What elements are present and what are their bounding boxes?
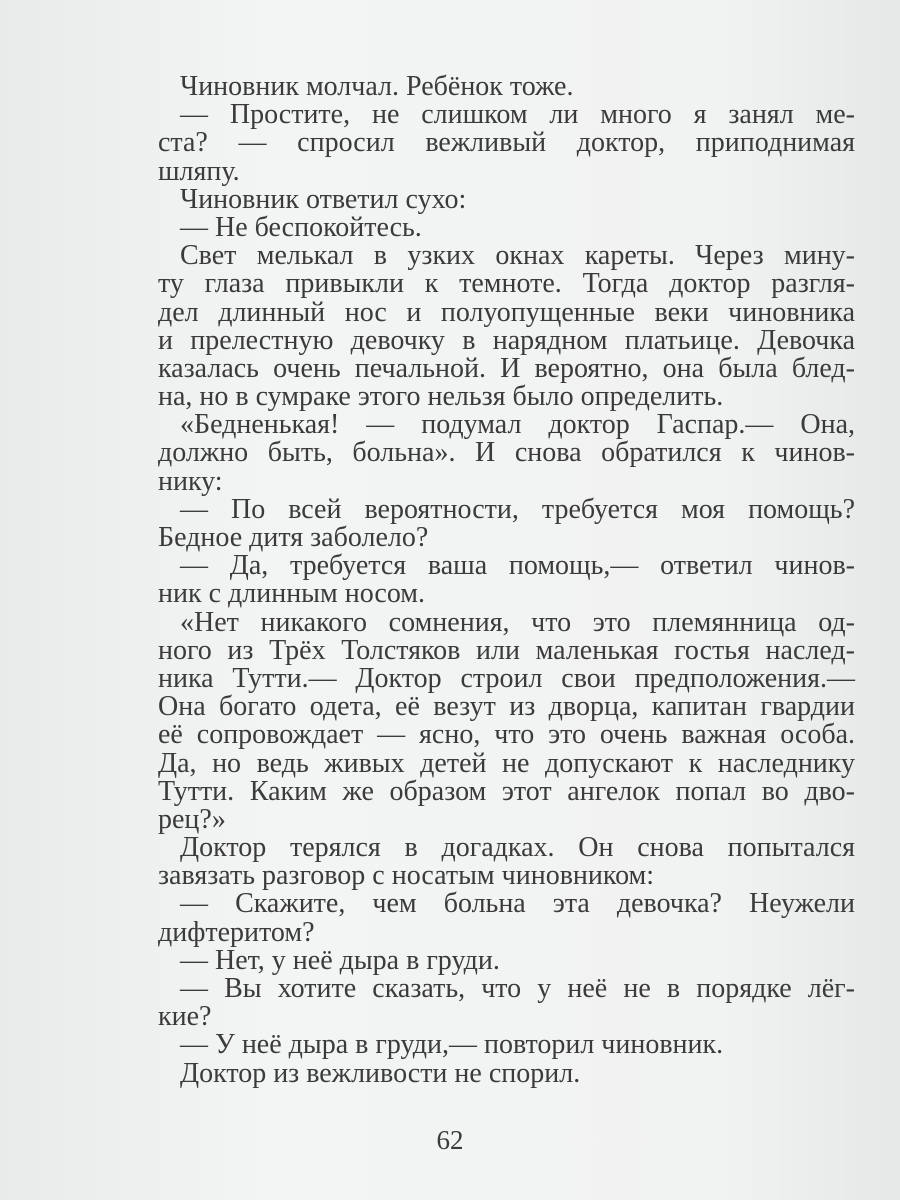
text-line: — Вы хотите сказать, что у неё не в порядке лёг- <box>180 973 855 1004</box>
text-line: Доктор из вежливости не спорил. <box>180 1057 581 1089</box>
text-line: Да, но ведь живых детей не допускают к наследнику <box>158 747 855 779</box>
text-line: кие? <box>158 1001 212 1033</box>
text-line: — Нет, у неё дыра в груди. <box>180 944 500 976</box>
text-line: Чиновник ответил сухо: <box>180 183 467 215</box>
text-line: Свет мелькал в узких окнах кареты. Через мину- <box>180 240 855 272</box>
page-number: 62 <box>436 1125 464 1155</box>
text-line: Она богато одета, её везут из дворца, капитан гвардии <box>158 691 855 723</box>
text-line: должно быть, больна». И снова обратился к чинов- <box>158 437 855 469</box>
text-line: — У неё дыра в груди,— повторил чиновник. <box>180 1029 724 1061</box>
text-line: Бедное дитя заболело? <box>158 522 429 553</box>
text-line: «Нет никакого сомнения, что это племянница од- <box>180 606 855 638</box>
text-line: — Простите, не слишком ли много я занял ме- <box>180 99 855 131</box>
text-line: и прелестную девочку в нарядном платьице. Девочка <box>158 324 855 356</box>
text-line: «Бедненькая! — подумал доктор Гаспар.— Она, <box>180 409 855 441</box>
text-line: ник с длинным носом. <box>158 578 425 610</box>
text-line: шляпу. <box>158 155 240 187</box>
text-line: ста? — спросил вежливый доктор, приподнимая <box>158 127 855 159</box>
text-line: её сопровождает — ясно, что это очень важная особа. <box>158 719 855 751</box>
text-line: ного из Трёх Толстяков или маленькая гостья наслед- <box>158 634 855 666</box>
text-line: — Скажите, чем больна эта девочка? Неужели <box>180 888 855 920</box>
text-line: — Да, требуется ваша помощь,— ответил чинов- <box>180 550 855 582</box>
body-text <box>158 73 855 1088</box>
text-line: дифтеритом? <box>158 916 315 948</box>
text-line: завязать разговор с носатым чиновником: <box>158 860 655 892</box>
text-line: нику: <box>158 465 223 497</box>
text-line: ту глаза привыкли к темноте. Тогда доктор разгля- <box>158 268 855 300</box>
text-line: дел длинный нос и полуопущенные веки чиновника <box>158 296 855 328</box>
text-line: на, но в сумраке этого нельзя было определить. <box>158 381 724 413</box>
text-line: Тутти. Каким же образом этот ангелок попал во дво- <box>158 775 855 807</box>
text-line: Доктор терялся в догадках. Он снова попытался <box>180 832 855 864</box>
text-line: Чиновник молчал. Ребёнок тоже. <box>180 71 574 102</box>
text-line: ника Тутти.— Доктор строил свои предположения.— <box>158 662 855 694</box>
text-line: — Не беспокойтесь. <box>180 211 422 243</box>
text-line: рец?» <box>158 803 226 835</box>
text-line: казалась очень печальной. И вероятно, она была блед- <box>158 352 855 384</box>
text-line: — По всей вероятности, требуется моя помощь? <box>180 493 855 525</box>
